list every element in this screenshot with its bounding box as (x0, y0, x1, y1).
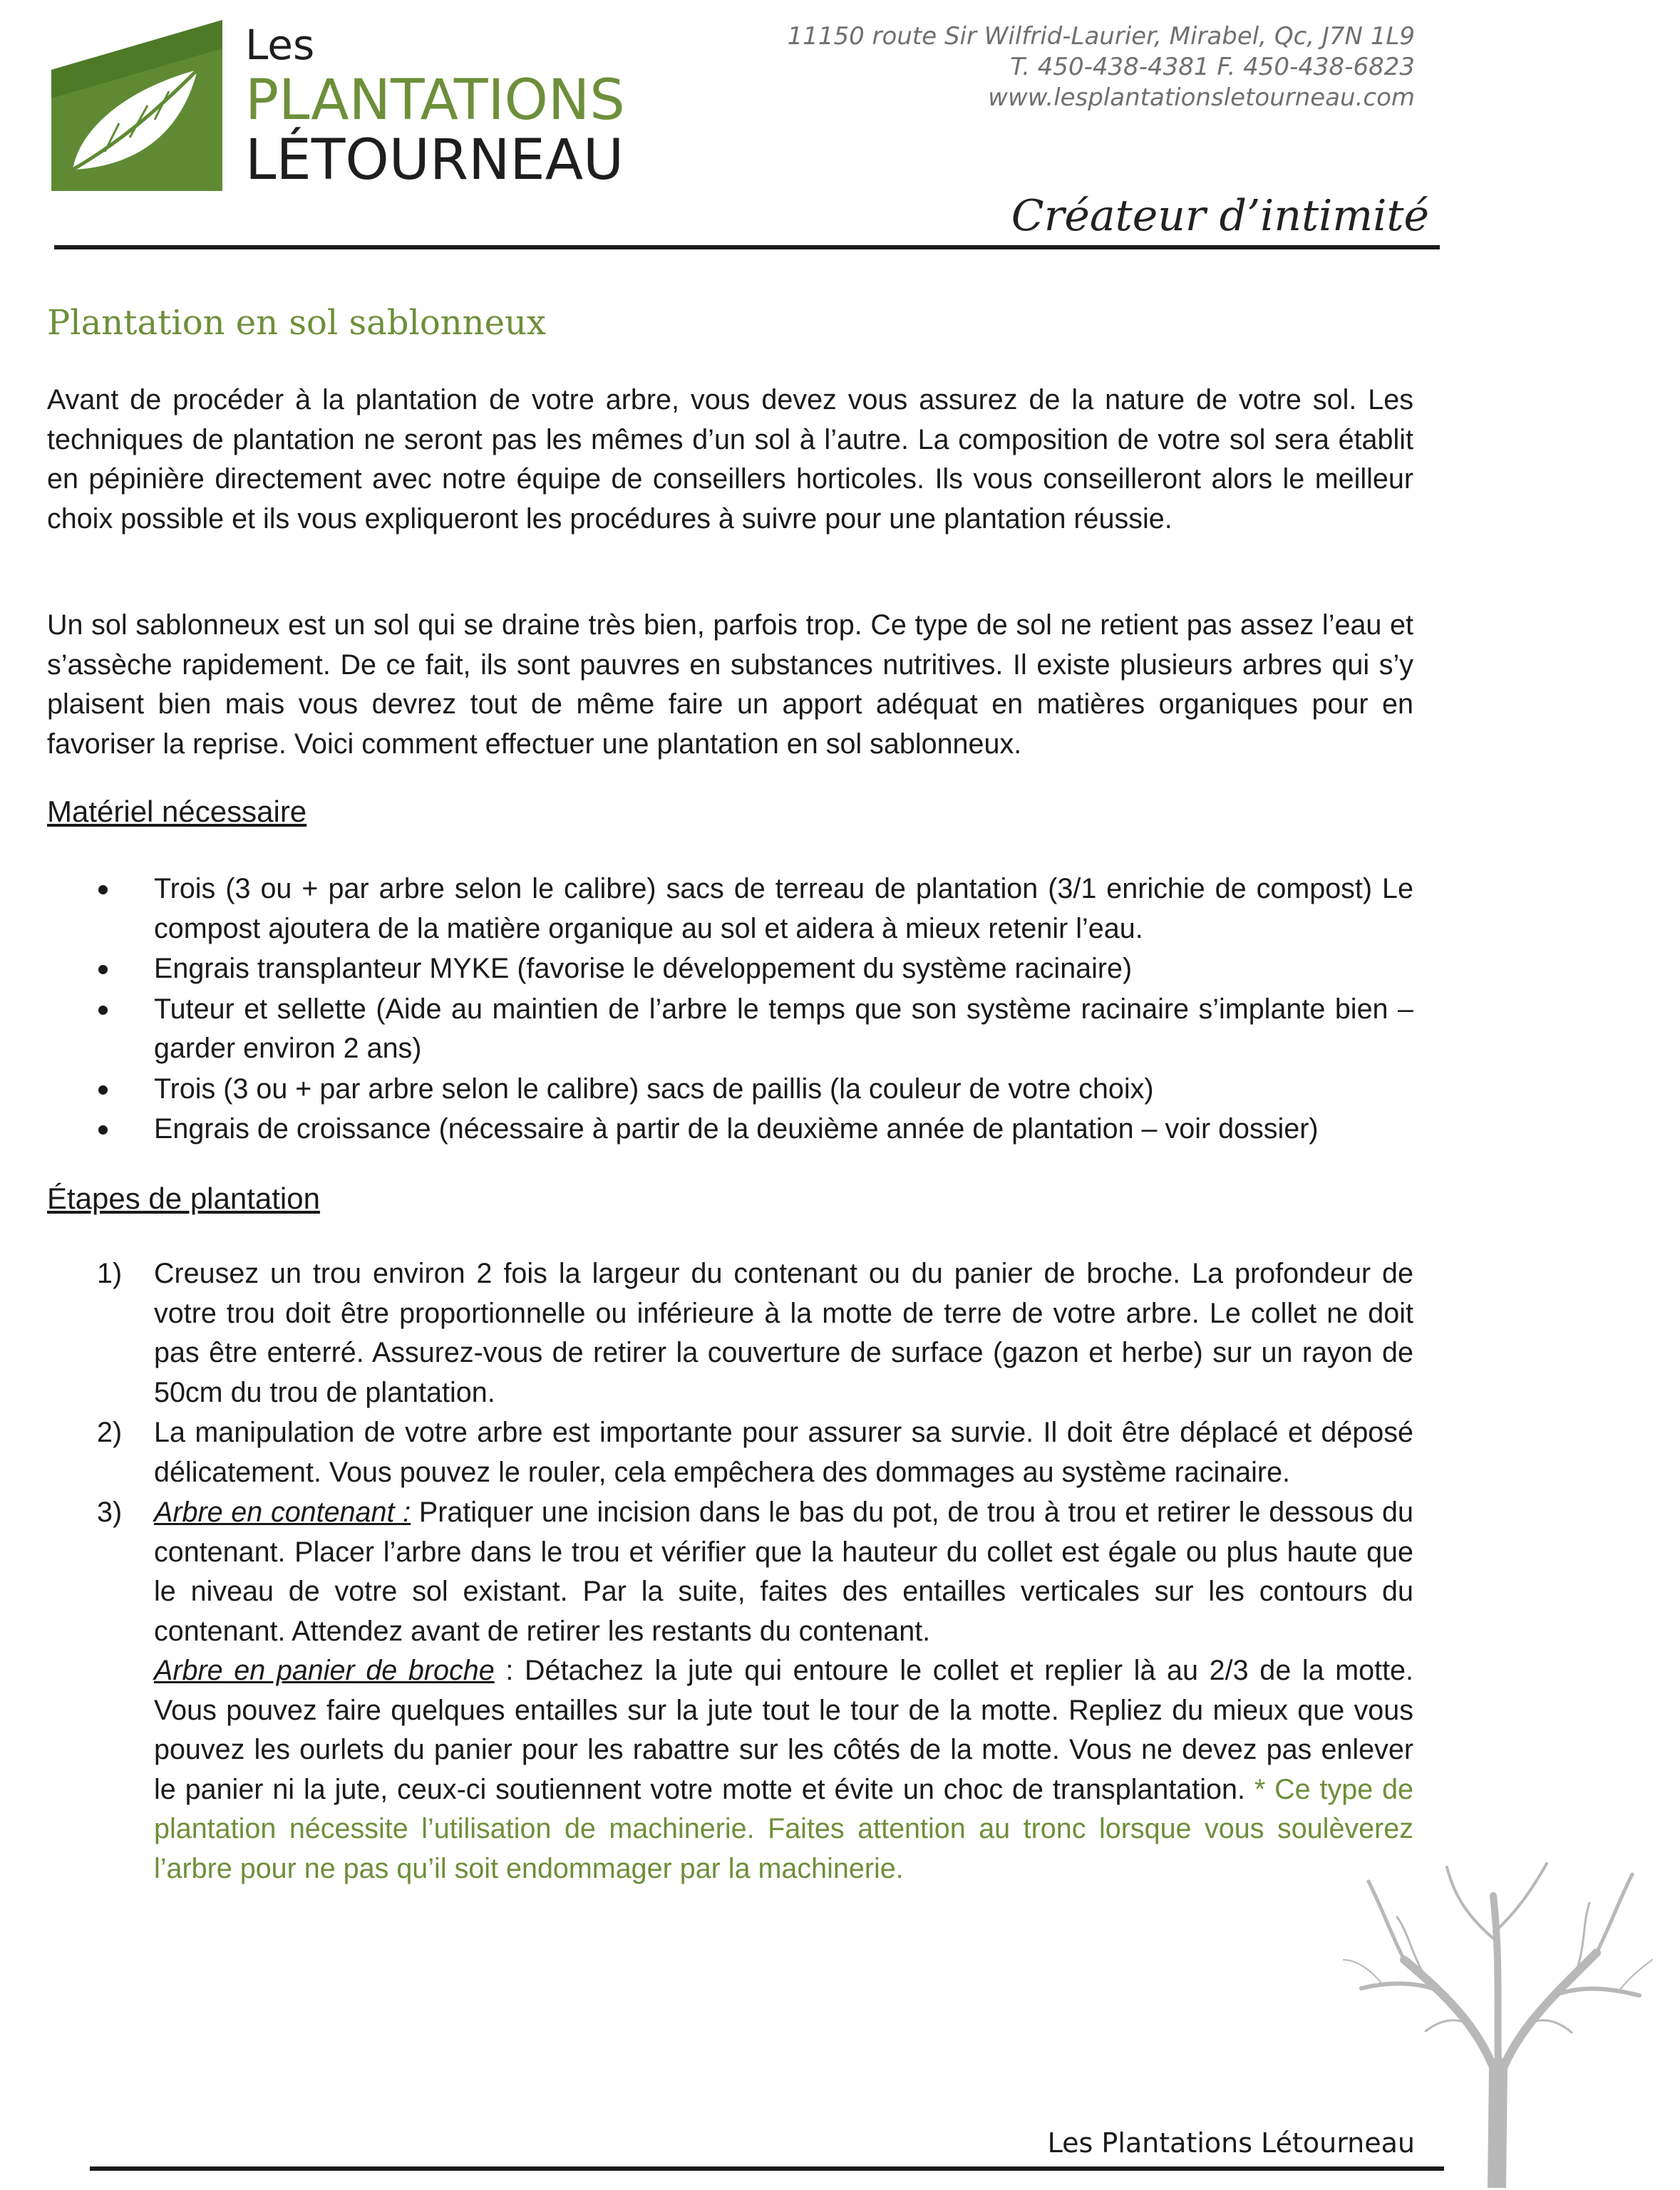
materials-list (154, 869, 1413, 1150)
list-item (154, 869, 1413, 949)
step-item-3 (97, 1493, 1414, 1889)
website-link[interactable]: www.lesplantationsletourneau.com (988, 83, 1415, 112)
wire-basket-text: : Détachez la jute qui entoure le collet et replier là au 2/3 de la motte. Vous pouvez faire quelques entailles sur la jute tout le tour de la motte. Repliez du mieux que vous pouvez les ourlets du panier pour les rabattre sur les côtés de la motte. Vous ne devez pas enlever le panier ni la jute, ceux-ci soutiennent votre motte et évite un choc de transplantation. (154, 1655, 1413, 1805)
logo-line-letourneau: LÉTOURNEAU (245, 128, 624, 192)
step-text: La manipulation de votre arbre est importante pour assurer sa survie. Il doit être déplacé et déposé délicatement. Vous pouvez le rouler, cela empêchera des dommages au système racinaire. (154, 1417, 1413, 1488)
list-item-text: Trois (3 ou + par arbre selon le calibre) sacs de paillis (la couleur de votre choix) (154, 1073, 1154, 1105)
list-item-text: Engrais de croissance (nécessaire à partir de la deuxième année de plantation – voir dossier) (154, 1113, 1319, 1145)
steps-heading: Étapes de plantation (47, 1182, 320, 1215)
bullet-icon (98, 885, 108, 894)
list-item (154, 990, 1413, 1069)
phone-fax: T. 450-438-4381 F. 450-438-6823 (1010, 53, 1415, 81)
bullet-icon (98, 1006, 108, 1015)
intro-paragraph-2: Un sol sablonneux est un sol qui se draine très bien, parfois trop. Ce type de sol ne retient pas assez l’eau et s’assèche rapidement. De ce fait, ils sont pauvres en substances nutritives. Il existe plusieurs arbres qui s’y plaisent bien mais vous devrez tout de même faire un apport adéquat en matières organiques pour en favoriser la reprise. Voici comment effectuer une plantation en sol sablonneux. (47, 609, 1413, 760)
header-divider (54, 245, 1440, 249)
list-item (154, 1110, 1413, 1150)
bullet-icon (98, 1125, 108, 1135)
footer-text: Les Plantations Létourneau (1047, 2127, 1415, 2159)
contact-info (788, 21, 1415, 113)
company-logo (51, 20, 625, 198)
wire-basket-label: Arbre en panier de broche (154, 1655, 495, 1686)
bullet-icon (98, 1085, 108, 1095)
step-item-2 (97, 1413, 1413, 1492)
container-tree-label: Arbre en contenant : (154, 1497, 411, 1528)
container-tree-text: Pratiquer une incision dans le bas du pot, de trou à trou et retirer le dessous du contenant. Placer l’arbre dans le trou et vérifier que la hauteur du collet est égale ou plus haute que le niveau de votre sol existant. Par la suite, faites des entailles verticales sur les contours du contenant. Attendez avant de retirer les restants du contenant. (154, 1497, 1413, 1647)
logo-line-les: Les (245, 21, 315, 69)
page-title: Plantation en sol sablonneux (47, 303, 546, 343)
address: 11150 route Sir Wilfrid-Laurier, Mirabel, Qc, J7N 1L9 (787, 22, 1415, 51)
intro-paragraph-1: Avant de procéder à la plantation de votre arbre, vous devez vous assurez de la nature de votre sol. Les techniques de plantation ne seront pas les mêmes d’un sol à l’autre. La composition de votre sol sera établit en pépinière directement avec notre équipe de conseillers horticoles. Ils vous conseilleront alors le meilleur choix possible et ils vous expliqueront les procédures à suivre pour une plantation réussie. (47, 384, 1413, 534)
bullet-icon (98, 965, 108, 974)
list-item-text: Tuteur et sellette (Aide au maintien de l’arbre le temps que son système racinaire s’implante bien – garder environ 2 ans) (154, 993, 1413, 1064)
step-number: 2) (97, 1417, 123, 1448)
step-number: 3) (97, 1497, 123, 1528)
list-item (154, 949, 1413, 989)
footer-divider (90, 2166, 1444, 2171)
list-item (154, 1070, 1413, 1110)
list-item-text: Engrais transplanteur MYKE (favorise le développement du système racinaire) (154, 953, 1133, 984)
step-number: 1) (97, 1258, 123, 1289)
step-item-1 (97, 1254, 1413, 1412)
materials-heading: Matériel nécessaire (47, 795, 307, 828)
leaf-logo-icon (51, 20, 222, 191)
steps-list (97, 1254, 1414, 1889)
list-item-text: Trois (3 ou + par arbre selon le calibre) sacs de terreau de plantation (3/1 enrichie de compost) Le compost ajoutera de la matière organique au sol et aidera à mieux retenir l’eau. (154, 873, 1413, 944)
logo-line-plantations: PLANTATIONS (245, 68, 625, 133)
step-text: Creusez un trou environ 2 fois la largeur du contenant ou du panier de broche. La profondeur de votre trou doit être proportionnelle ou inférieure à la motte de terre de votre arbre. Le collet ne doit pas être enterré. Assurez-vous de retirer la couverture de surface (gazon et herbe) sur un rayon de 50cm du trou de plantation. (154, 1258, 1413, 1408)
machinery-note: * Ce type de plantation nécessite l’utilisation de machinerie. Faites attention au tronc lorsque vous soulèverez l’arbre pour ne pas qu’il soit endommager par la machinerie. (154, 1773, 1414, 1884)
tagline: Créateur d’intimité (1011, 191, 1429, 241)
